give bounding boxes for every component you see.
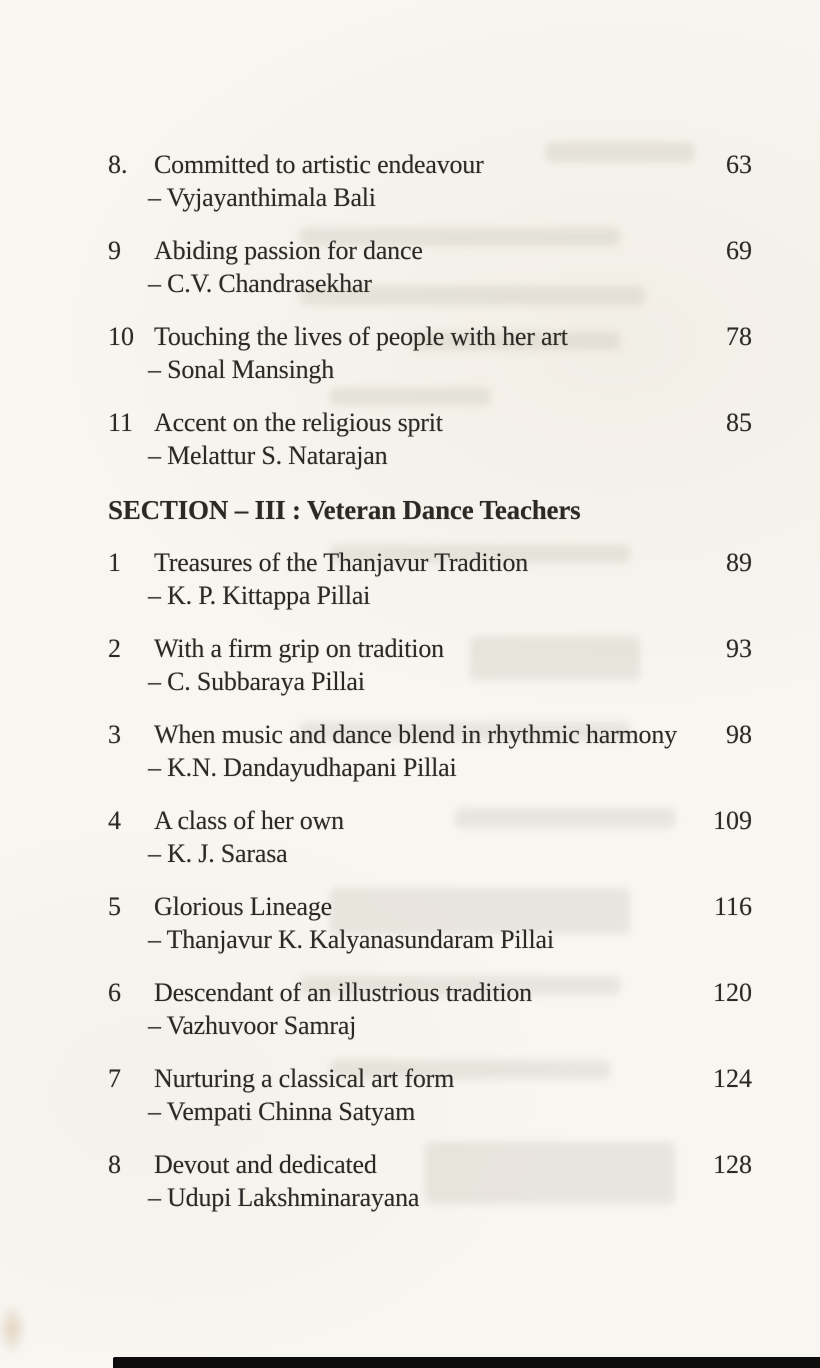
toc-item-page: 120 — [713, 978, 752, 1007]
toc-section-veteran-teachers — [108, 546, 752, 1214]
toc-item-title: When music and dance blend in rhythmic harmony — [154, 720, 677, 749]
toc-item-number: 2 — [108, 634, 121, 663]
scan-smudge-artifact — [0, 1294, 32, 1364]
toc-item-author: – K. P. Kittappa Pillai — [148, 581, 371, 610]
toc-item-page: 69 — [726, 236, 752, 265]
toc-item-number: 5 — [108, 892, 121, 921]
toc-item-author: – K.N. Dandayudhapani Pillai — [148, 753, 457, 782]
toc-item-number: 8. — [108, 150, 128, 179]
toc-item — [108, 406, 752, 472]
toc-item-page: 124 — [713, 1064, 752, 1093]
toc-item — [108, 976, 752, 1042]
toc-item-author: – Thanjavur K. Kalyanasundaram Pillai — [148, 925, 554, 954]
toc-item — [108, 234, 752, 300]
toc-item-author: – C. Subbaraya Pillai — [148, 667, 365, 696]
section-heading: SECTION – III : Veteran Dance Teachers — [108, 495, 581, 525]
toc-item-number: 7 — [108, 1064, 121, 1093]
toc-item-number: 3 — [108, 720, 121, 749]
toc-item-number: 10 — [108, 322, 134, 351]
toc-item — [108, 1062, 752, 1128]
toc-item-number: 9 — [108, 236, 121, 265]
toc-item-page: 89 — [726, 548, 752, 577]
toc-item-title: With a firm grip on tradition — [154, 634, 444, 663]
toc-item-title: Treasures of the Thanjavur Tradition — [154, 548, 529, 577]
toc-item — [108, 718, 752, 784]
toc-item-page: 109 — [713, 806, 752, 835]
scan-edge-artifact — [113, 1357, 820, 1368]
toc-item-author: – Vyjayanthimala Bali — [148, 183, 376, 212]
toc-item-author: – K. J. Sarasa — [148, 839, 288, 868]
toc-section-dancers — [108, 148, 752, 472]
table-of-contents — [108, 148, 752, 1234]
toc-item-author: – Udupi Lakshminarayana — [148, 1183, 420, 1212]
toc-item-author: – C.V. Chandrasekhar — [148, 269, 372, 298]
toc-item-title: Glorious Lineage — [154, 892, 333, 921]
toc-item — [108, 546, 752, 612]
toc-item-page: 85 — [726, 408, 752, 437]
toc-item-page: 128 — [713, 1150, 752, 1179]
toc-item-title: A class of her own — [154, 806, 344, 835]
toc-item — [108, 804, 752, 870]
toc-item-number: 11 — [108, 408, 134, 437]
toc-item-page: 93 — [726, 634, 752, 663]
toc-item-page: 98 — [726, 720, 752, 749]
toc-item-author: – Sonal Mansingh — [148, 355, 335, 384]
toc-item-number: 1 — [108, 548, 121, 577]
toc-item — [108, 890, 752, 956]
toc-item-author: – Melattur S. Natarajan — [148, 441, 388, 470]
toc-item-author: – Vazhuvoor Samraj — [148, 1011, 357, 1040]
toc-item-number: 4 — [108, 806, 121, 835]
toc-item-number: 8 — [108, 1150, 121, 1179]
toc-item-page: 63 — [726, 150, 752, 179]
toc-item-title: Accent on the religious sprit — [154, 408, 443, 437]
toc-item-page: 116 — [713, 892, 752, 921]
toc-item — [108, 632, 752, 698]
toc-item-title: Committed to artistic endeavour — [154, 150, 484, 179]
toc-item-title: Descendant of an illustrious tradition — [154, 978, 532, 1007]
toc-item-title: Nurturing a classical art form — [154, 1064, 455, 1093]
toc-item — [108, 1148, 752, 1214]
toc-item-author: – Vempati Chinna Satyam — [148, 1097, 416, 1126]
toc-item-page: 78 — [726, 322, 752, 351]
toc-item — [108, 320, 752, 386]
toc-item-title: Touching the lives of people with her art — [154, 322, 568, 351]
toc-item — [108, 148, 752, 214]
toc-item-title: Abiding passion for dance — [154, 236, 423, 265]
toc-items-section3 — [108, 546, 752, 1214]
toc-item-number: 6 — [108, 978, 121, 1007]
toc-item-title: Devout and dedicated — [154, 1150, 377, 1179]
toc-items-top — [108, 148, 752, 472]
